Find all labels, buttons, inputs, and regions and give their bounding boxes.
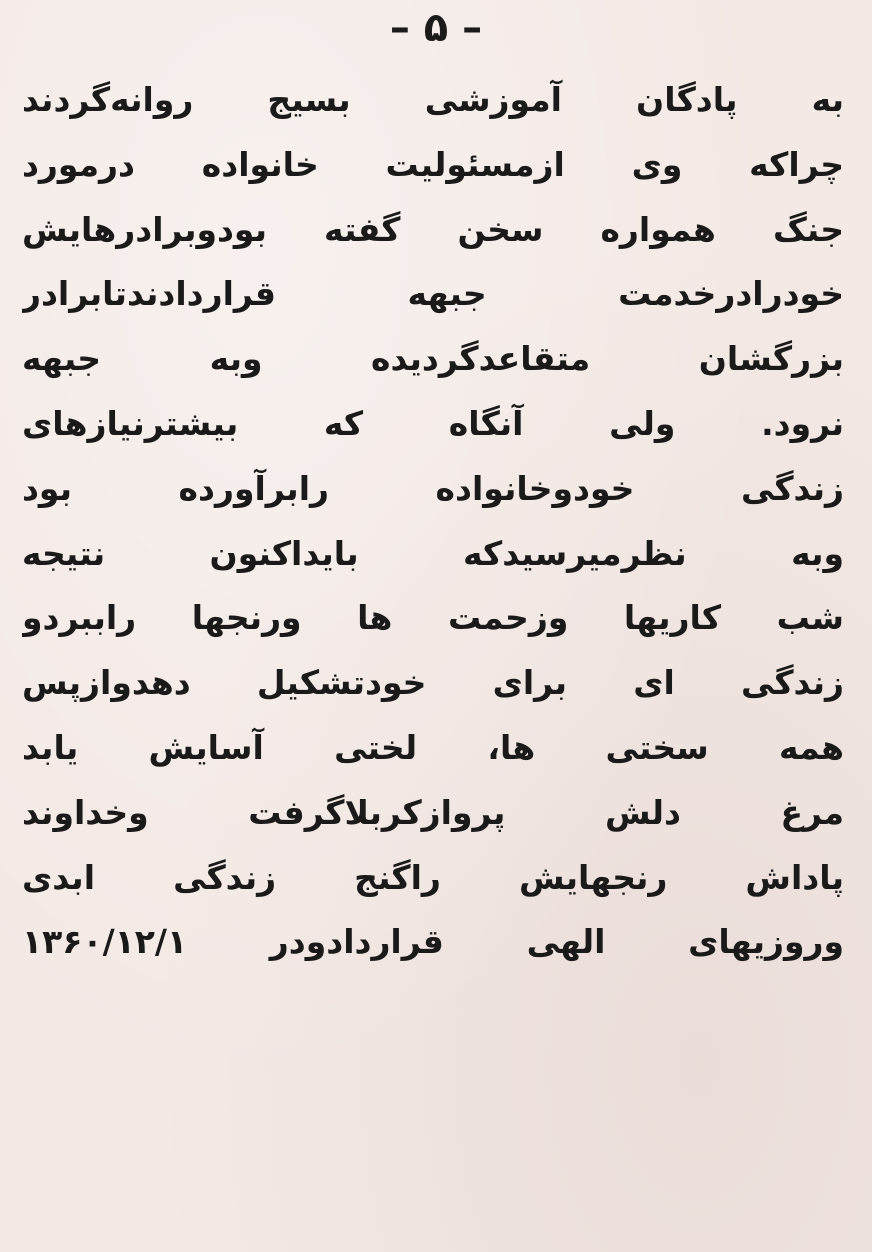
body-text: [22, 68, 844, 975]
text-line-8: وبه نظرمیرسیدکه بایداکنون نتیجه: [22, 533, 844, 573]
text-line-9: شب کاریها وزحمت ها ورنجها راببردو: [22, 598, 844, 638]
text-line-10: زندگی ای برای خودتشکیل دهدوازپس: [22, 663, 844, 703]
text-line-1: به پادگان آموزشی بسیج روانه‌گردند: [22, 80, 844, 119]
text-line-7: زندگی خودوخانواده رابرآورده بود: [22, 468, 844, 508]
text-line-4: خودرادرخدمت جبهه قراردادندتابرادر: [22, 274, 844, 314]
text-line-2: چراکه وی ازمسئولیت خانواده درمورد: [22, 144, 844, 184]
text-line-5: بزرگشان متقاعدگردیده وبه جبهه: [22, 339, 844, 379]
text-line-14: وروزیهای الهی قراردادودر ۱۳۶۰/۱۲/۱: [22, 922, 844, 962]
text-line-12: مرغ دلش پروازکربلاگرفت وخداوند: [22, 792, 844, 832]
text-line-11: همه سختی ها، لختی آسایش یابد: [22, 727, 844, 767]
text-line-13: پاداش رنجهایش راگنج زندگی ابدی: [22, 857, 844, 897]
text-line-3: جنگ همواره سخن گفته بودوبرادرهایش: [22, 209, 844, 249]
page-number: – ۵ –: [389, 5, 483, 51]
text-line-6: نرود. ولی آنگاه که بیشترنیازهای: [22, 403, 844, 443]
